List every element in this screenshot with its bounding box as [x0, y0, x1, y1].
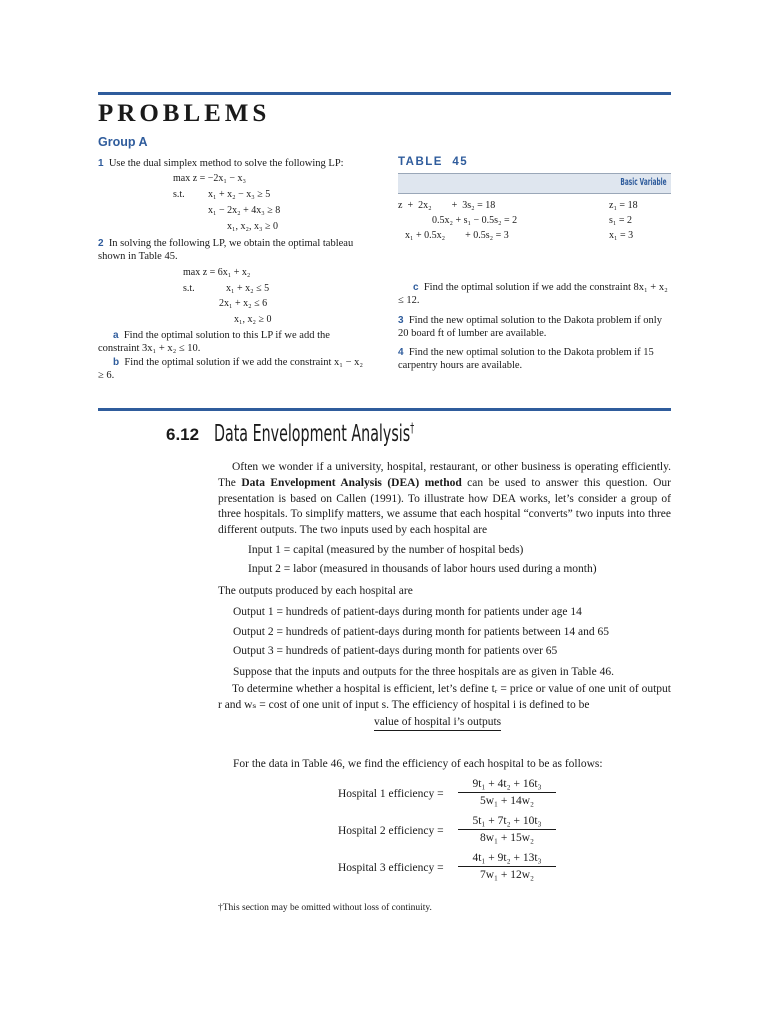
p2-constraint-2: 2x₁ + x₂ ≤ 6 — [219, 298, 268, 309]
problem-3 — [398, 314, 671, 340]
table-label-word: TABLE — [398, 156, 443, 168]
problem-text: Use the dual simplex method to solve the following LP: — [108, 158, 344, 169]
problem-2 — [98, 237, 370, 263]
part-text: Find the optimal solution if we add the constraint 8x₁ + x₂ ≤ 12. — [398, 282, 668, 306]
section-rule — [98, 408, 671, 411]
output-1: Output 1 = hundreds of patient-days during month for patients under age 14 — [233, 606, 582, 618]
fraction-numerator: 5t₁ + 7t₂ + 10t₃ — [458, 815, 556, 830]
problem-text: Find the new optimal solution to the Dakota problem if 15 carpentry hours are available. — [398, 347, 654, 371]
p1-constraint-1: x₁ + x₂ − x₃ ≥ 5 — [208, 189, 271, 200]
table-label-number: 45 — [452, 156, 469, 168]
section-title — [214, 421, 537, 447]
part-label: b — [113, 357, 120, 368]
group-a-heading: Group A — [98, 135, 148, 149]
hospital-2-efficiency-label: Hospital 2 efficiency = — [338, 825, 444, 837]
p2-st-label: s.t. — [183, 283, 195, 294]
problem-1 — [98, 157, 373, 170]
output-2: Output 2 = hundreds of patient-days during month for patients between 14 and 65 — [233, 626, 610, 638]
paragraph-3: To determine whether a hospital is efficient, let’s define tᵣ = price or value of one unit of output r and wₛ = cost of one unit of input s. The efficiency of hospital i is defined to be — [218, 683, 671, 711]
p1-nonneg: x₁, x₂, x₃ ≥ 0 — [227, 221, 278, 232]
table-row-basic: z₁ = 18 — [609, 200, 638, 211]
table-row: x₁ + 0.5x₂ + 0.5s₂ = 3 — [405, 230, 509, 241]
problem-number: 4 — [398, 347, 404, 358]
paragraph-4: For the data in Table 46, we find the efficiency of each hospital to be as follows: — [233, 758, 603, 770]
fraction-numerator: 4t₁ + 9t₂ + 13t₃ — [458, 852, 556, 867]
hospital-3-efficiency-label: Hospital 3 efficiency = — [338, 862, 444, 874]
problem-number: 1 — [98, 158, 104, 169]
p2-constraint-1: x₁ + x₂ ≤ 5 — [226, 283, 270, 294]
part-label: c — [413, 282, 419, 293]
problem-2a — [98, 329, 370, 355]
table-row: 0.5x₂ + s₁ − 0.5s₂ = 2 — [432, 215, 518, 226]
problem-text: In solving the following LP, we obtain the optimal tableau shown in Table 45. — [98, 238, 354, 262]
hospital-3-efficiency-fraction — [458, 852, 556, 881]
part-text: Find the optimal solution to this LP if we add the constraint 3x₁ + x₂ ≤ 10. — [98, 330, 330, 354]
output-3: Output 3 = hundreds of patient-days during month for patients over 65 — [233, 645, 558, 657]
problems-heading: PROBLEMS — [98, 100, 271, 127]
table-45-header — [398, 173, 671, 194]
p1-constraint-2: x₁ − 2x₂ + 4x₃ ≥ 8 — [208, 205, 281, 216]
hospital-1-efficiency-fraction — [458, 778, 556, 807]
table-row-basic: s₁ = 2 — [609, 215, 633, 226]
p1-st-label: s.t. — [173, 189, 185, 200]
p2-nonneg: x₁, x₂ ≥ 0 — [234, 314, 272, 325]
dea-term: Data Envelopment Analysis (DEA) method — [241, 476, 462, 489]
p2-objective: max z = 6x₁ + x₂ — [183, 267, 251, 278]
table-row: z + 2x₂ + 3s₂ = 18 — [398, 200, 496, 211]
fraction-denominator: 8w₁ + 15w₂ — [479, 832, 535, 844]
table-45-label — [398, 156, 468, 168]
fraction-numerator: 9t₁ + 4t₂ + 16t₃ — [458, 778, 556, 793]
fraction-denominator: 7w₁ + 12w₂ — [479, 869, 535, 881]
table-row-basic: x₁ = 3 — [609, 230, 634, 241]
section-title-text: Data Envelopment Analysis† — [214, 421, 415, 447]
section-number: 6.12 — [166, 425, 200, 444]
part-label: a — [113, 330, 119, 341]
basic-variable-header: Basic Variable — [620, 177, 667, 188]
input-2: Input 2 = labor (measured in thousands of labor hours used during a month) — [248, 563, 597, 575]
efficiency-definition-numerator: value of hospital i’s outputs — [374, 716, 501, 731]
problem-text: Find the new optimal solution to the Dakota problem if only 20 board ft of lumber are available. — [398, 315, 662, 339]
p1-objective: max z = −2x₁ − x₃ — [173, 173, 247, 184]
fraction-denominator: 5w₁ + 14w₂ — [479, 795, 535, 807]
part-text: Find the optimal solution if we add the constraint x₁ − x₂ ≥ 6. — [98, 357, 364, 381]
hospital-1-efficiency-label: Hospital 1 efficiency = — [338, 788, 444, 800]
footnote: †This section may be omitted without loss of continuity. — [218, 903, 432, 913]
problem-number: 2 — [98, 238, 104, 249]
input-1: Input 1 = capital (measured by the number of hospital beds) — [248, 544, 524, 556]
outputs-intro: The outputs produced by each hospital are — [218, 585, 413, 597]
paragraph-2: Suppose that the inputs and outputs for the three hospitals are as given in Table 46. — [233, 666, 614, 678]
problem-2c — [398, 281, 671, 307]
intro-paragraph: Often we wonder if a university, hospital, restaurant, or other business is operating efficiently. The Data Envelopment Analysis (DEA) method can be used to answer this question. Our presentation is based on Callen (1991). To illustrate how DEA works, let’s consider a group of three hospitals. To simplify matters, we assume that each hospital “converts” two inputs into three different outputs. The two inputs used by each hospital are — [218, 461, 671, 537]
problem-2b — [98, 356, 370, 382]
problem-4 — [398, 346, 671, 372]
top-rule — [98, 92, 671, 95]
problem-number: 3 — [398, 315, 404, 326]
hospital-2-efficiency-fraction — [458, 815, 556, 844]
dagger-mark: † — [410, 421, 415, 437]
